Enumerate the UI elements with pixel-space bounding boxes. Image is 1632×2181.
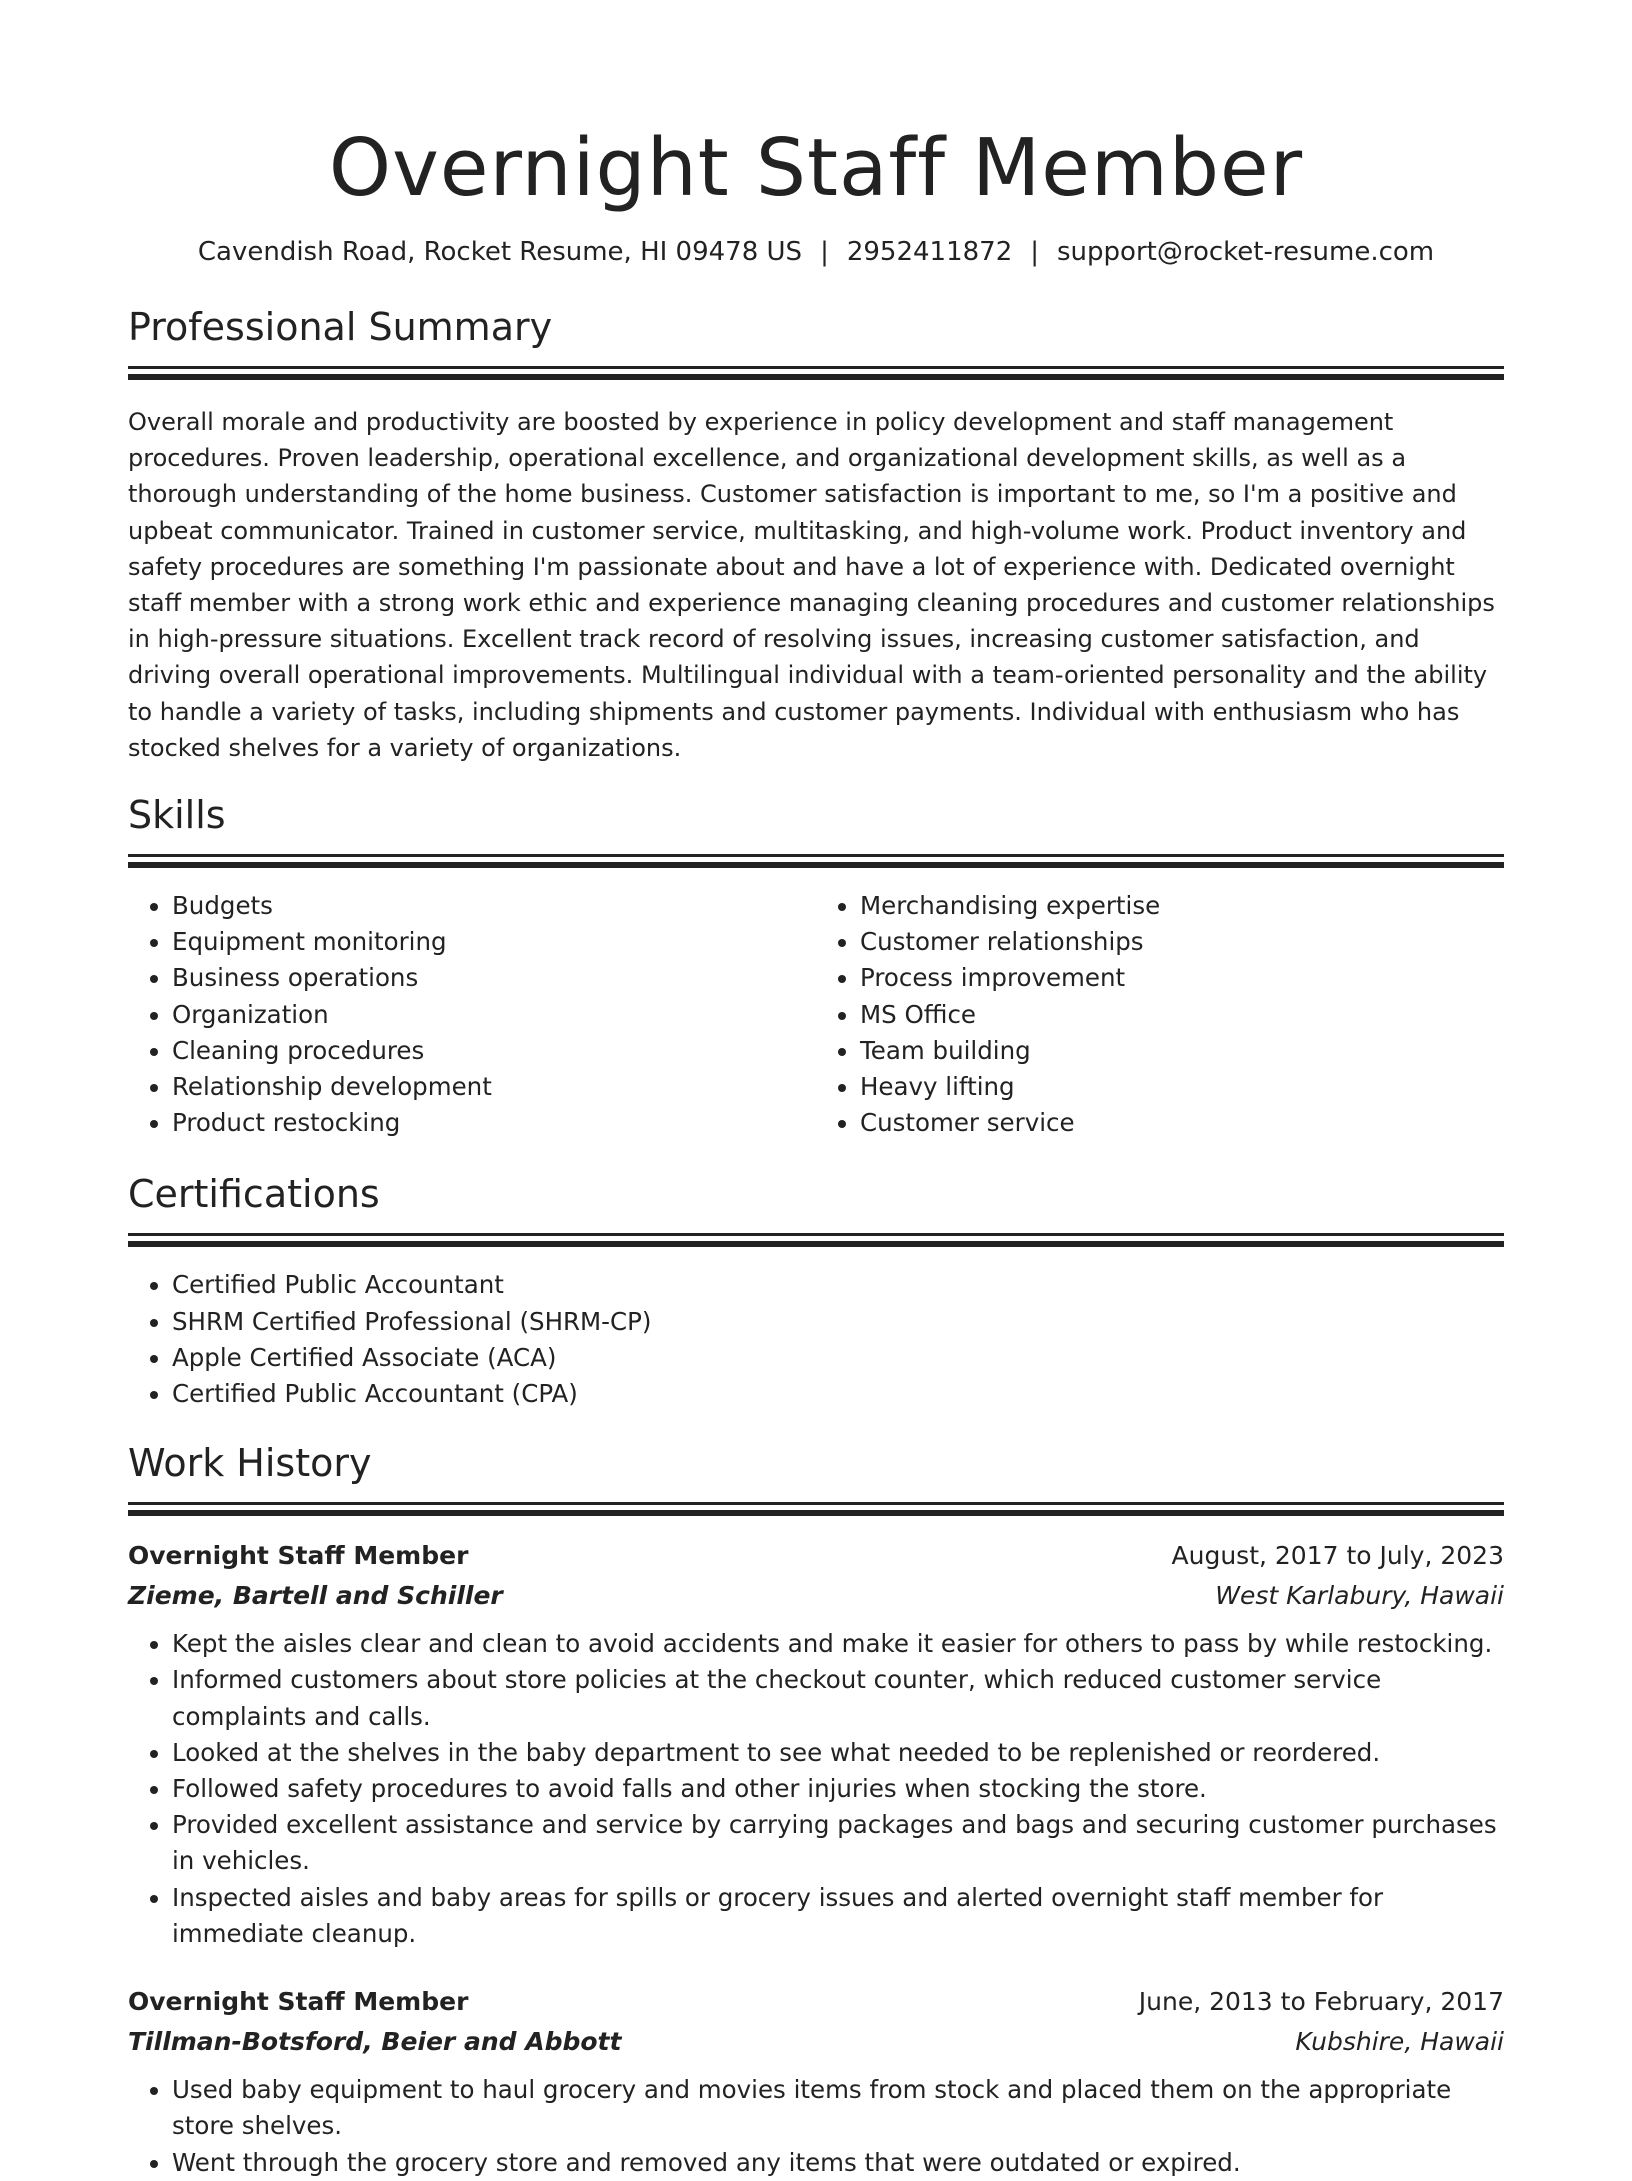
certifications-heading: Certifications (128, 1172, 380, 1217)
skills-list-left (128, 888, 816, 1141)
job-company: Tillman-Botsford, Beier and Abbott (128, 2027, 622, 2057)
job-subheader (128, 2022, 1504, 2062)
job-duty: • Followed safety procedures to avoid falls and other injuries when stocking the store. (172, 1771, 1504, 1807)
contact-line (128, 234, 1504, 270)
job-duty: • Went through the grocery store and removed any items that were outdated or expired. (172, 2145, 1504, 2181)
skills-section (128, 790, 1504, 1141)
skill-item: • MS Office (860, 997, 1504, 1033)
job-duty: • Kept the aisles clear and clean to avoid accidents and make it easier for others to pass by while restocking. (172, 1626, 1504, 1662)
job-title: Overnight Staff Member (128, 1987, 469, 2017)
section-divider (128, 1233, 1504, 1257)
job-location: West Karlabury, Hawaii (1215, 1581, 1504, 1611)
certification-item: • SHRM Certified Professional (SHRM-CP) (172, 1304, 1504, 1340)
skill-item: • Team building (860, 1033, 1504, 1069)
certification-item: • Certified Public Accountant (172, 1267, 1504, 1303)
skill-item: • Equipment monitoring (172, 924, 816, 960)
summary-section (128, 302, 1504, 766)
summary-heading: Professional Summary (128, 305, 553, 349)
job-duty: • Used baby equipment to haul grocery and movies items from stock and placed them on the appropriate store shelves. (172, 2072, 1504, 2144)
contact-separator: | (1030, 237, 1040, 267)
skill-item: • Merchandising expertise (860, 888, 1504, 924)
job-duty: • Inspected aisles and baby areas for spills or grocery issues and alerted overnight staff member for immediate cleanup. (172, 1880, 1504, 1952)
skill-item: • Heavy lifting (860, 1069, 1504, 1105)
work-history-section (128, 1438, 1504, 2180)
contact-email[interactable]: support@rocket-resume.com (1057, 237, 1435, 267)
certifications-list (128, 1267, 1504, 1412)
work-history-heading: Work History (128, 1441, 372, 1486)
certifications-section (128, 1169, 1504, 1412)
job-dates: August, 2017 to July, 2023 (1171, 1541, 1504, 1571)
job-dates: June, 2013 to February, 2017 (1138, 1987, 1504, 2017)
job-duties (128, 2072, 1504, 2181)
job-duty: • Looked at the shelves in the baby department to see what needed to be replenished or reordered. (172, 1735, 1504, 1771)
job-duty: • Informed customers about store policies at the checkout counter, which reduced customer service complaints and calls. (172, 1662, 1504, 1734)
skills-column-left (128, 888, 816, 1141)
skill-item: • Customer relationships (860, 924, 1504, 960)
skill-item: • Cleaning procedures (172, 1033, 816, 1069)
contact-address: Cavendish Road, Rocket Resume, HI 09478 US (197, 237, 803, 267)
skills-column-right (816, 888, 1504, 1141)
section-divider (128, 366, 1504, 390)
skill-item: • Business operations (172, 960, 816, 996)
summary-text: Overall morale and productivity are boosted by experience in policy development and staff management procedures. Proven leadership, operational excellence, and organizational development skills, as well as a thorough understanding of the home business. Customer satisfaction is important to me, so I'm a positive and upbeat communicator. Trained in customer service, multitasking, and high-volume work. Product inventory and safety procedures are something I'm passionate about and have a lot of experience with. Dedicated overnight staff member with a strong work ethic and experience managing cleaning procedures and customer relationships in high-pressure situations. Excellent track record of resolving issues, increasing customer satisfaction, and driving overall operational improvements. Multilingual individual with a team-oriented personality and the ability to handle a variety of tasks, including shipments and customer payments. Individual with enthusiasm who has stocked shelves for a variety of organizations. (128, 408, 1495, 762)
job-entry (128, 1982, 1504, 2181)
skill-item: • Process improvement (860, 960, 1504, 996)
skill-item: • Budgets (172, 888, 816, 924)
job-subheader (128, 1576, 1504, 1616)
certification-item: • Apple Certified Associate (ACA) (172, 1340, 1504, 1376)
job-entry (128, 1536, 1504, 1952)
job-company: Zieme, Bartell and Schiller (128, 1581, 503, 1611)
skill-item: • Product restocking (172, 1105, 816, 1141)
section-divider (128, 1502, 1504, 1526)
job-duties (128, 1626, 1504, 1952)
section-divider (128, 854, 1504, 878)
job-duty: • Provided excellent assistance and service by carrying packages and bags and securing customer purchases in vehicles. (172, 1807, 1504, 1879)
job-title: Overnight Staff Member (128, 1541, 469, 1571)
certification-item: • Certified Public Accountant (CPA) (172, 1376, 1504, 1412)
contact-separator: | (820, 237, 829, 267)
job-header (128, 1536, 1504, 1576)
job-header (128, 1982, 1504, 2022)
job-location: Kubshire, Hawaii (1295, 2027, 1504, 2057)
resume-name: Overnight Staff Member (328, 122, 1304, 214)
skills-columns (128, 888, 1504, 1141)
skills-heading: Skills (128, 793, 226, 838)
skill-item: • Organization (172, 997, 816, 1033)
contact-phone: 2952411872 (846, 237, 1013, 267)
skill-item: • Relationship development (172, 1069, 816, 1105)
skill-item: • Customer service (860, 1105, 1504, 1141)
skills-list-right (816, 888, 1504, 1141)
